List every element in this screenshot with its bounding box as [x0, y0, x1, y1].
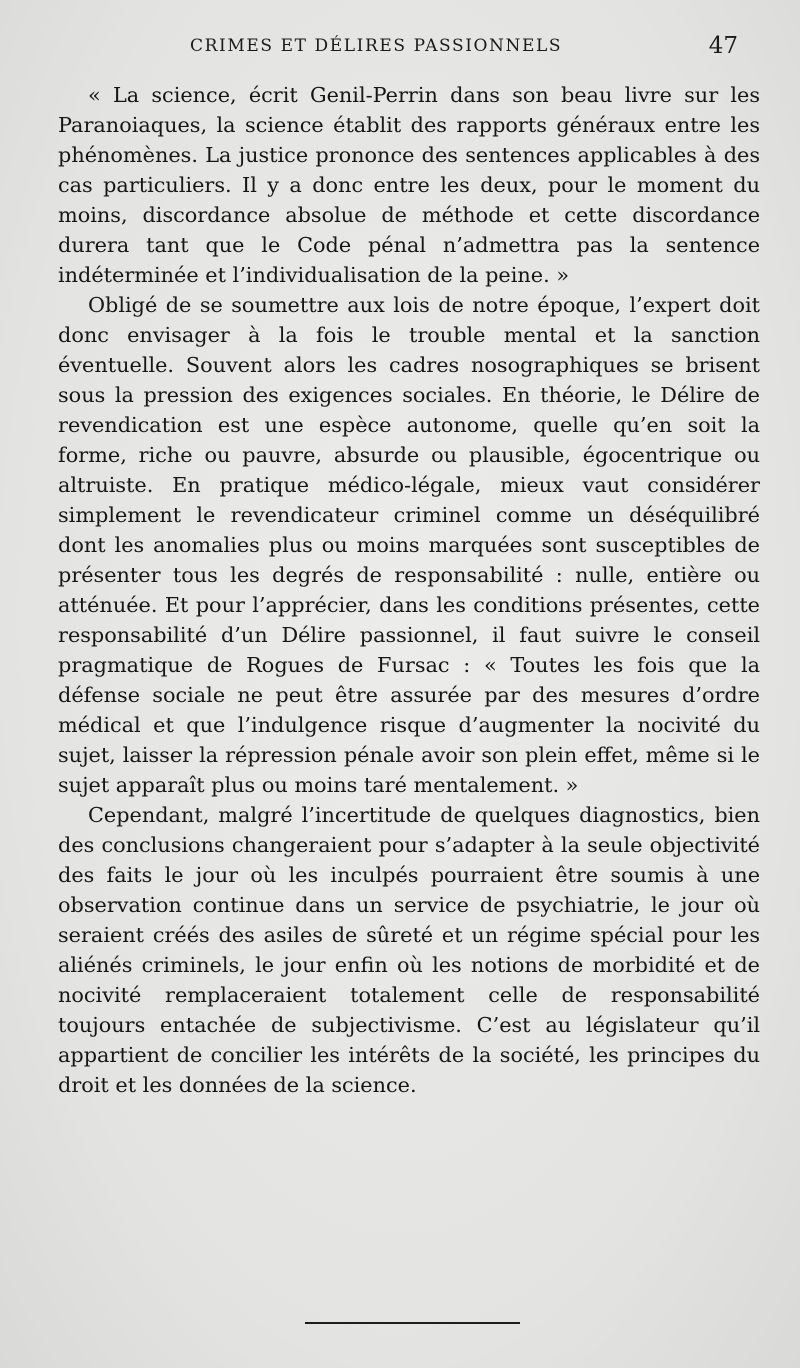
paragraph-2: Obligé de se soumettre aux lois de notre époque, l’expert doit donc envisager à la fois le trouble mental et la sanction éventuelle. Souvent alors les cadres nosographiques se brisent sous la pression des exigences sociales. En théorie, le Délire de revendication est une espèce autonome, quelle qu’en soit la forme, riche ou pauvre, absurde ou plausible, égocentrique ou altruiste. En pratique médico-légale, mieux vaut considérer simplement le revendicateur criminel comme un déséquilibré dont les anomalies plus ou moins marquées sont susceptibles de présenter tous les degrés de responsabilité : nulle, entière ou atténuée. Et pour l’apprécier, dans les conditions présentes, cette responsabilité d’un Délire passionnel, il faut suivre le conseil pragmatique de Rogues de Fursac : « Toutes les fois que la défense sociale ne peut être assurée par des mesures d’ordre médical et que l’indulgence risque d’augmenter la nocivité du sujet, laisser la répression pénale avoir son plein effet, même si le sujet apparaît plus ou moins taré mentalement. » [58, 293, 760, 797]
running-title: CRIMES ET DÉLIRES PASSIONNELS [190, 36, 563, 56]
page-number: 47 [708, 33, 738, 59]
body-text [58, 80, 760, 1100]
paragraph-3: Cependant, malgré l’incertitude de quelques diagnostics, bien des conclusions changeraient pour s’adapter à la seule objectivité des faits le jour où les inculpés pourraient être soumis à une observation continue dans un service de psychiatrie, le jour où seraient créés des asiles de sûreté et un régime spécial pour les aliénés criminels, le jour enfin où les notions de morbidité et de nocivité remplaceraient totalement celle de responsabilité toujours entachée de subjectivisme. C’est au législateur qu’il appartient de concilier les intérêts de la société, les principes du droit et les données de la science. [58, 803, 760, 1097]
paragraph-1: « La science, écrit Genil-Perrin dans son beau livre sur les Paranoiaques, la science établit des rapports généraux entre les phénomènes. La justice prononce des sentences applicables à des cas particuliers. Il y a donc entre les deux, pour le moment du moins, discordance absolue de méthode et cette discordance durera tant que le Code pénal n’admettra pas la sentence indéterminée et l’individualisation de la peine. » [58, 83, 760, 287]
end-rule-divider [305, 1322, 520, 1324]
